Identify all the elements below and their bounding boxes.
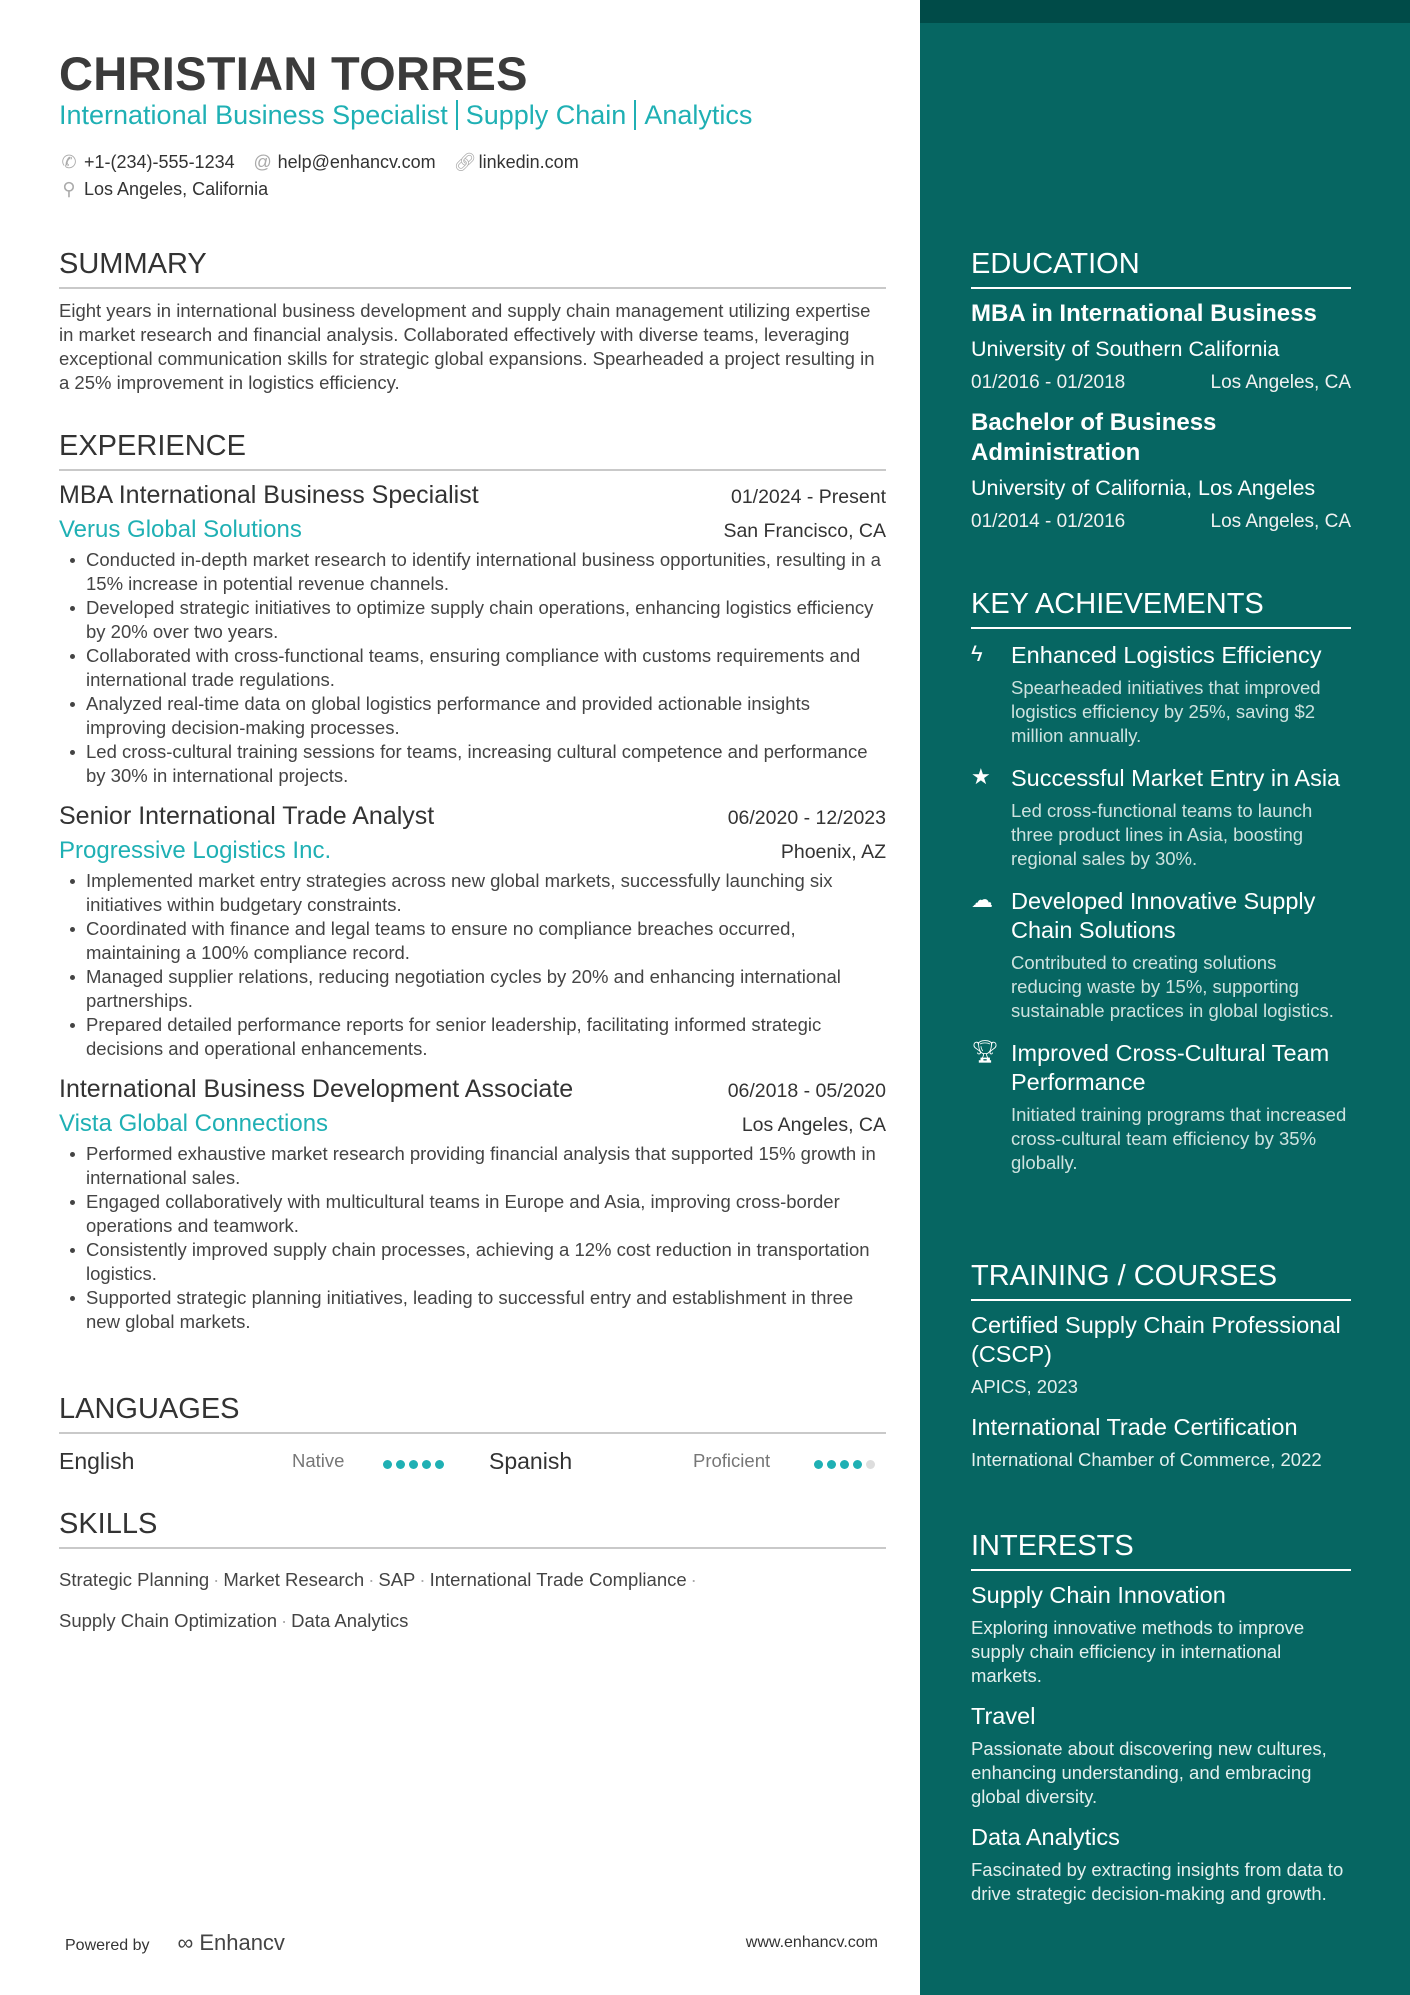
job-entry (59, 1075, 886, 1334)
language-level: Native (292, 1450, 345, 1471)
education-entry (971, 408, 1351, 533)
skill-item: International Trade Compliance (429, 1569, 687, 1590)
interest-description: Passionate about discovering new cultures, enhancing understanding, and embracing global diversity. (971, 1738, 1327, 1807)
achievement-item (971, 1039, 1351, 1175)
job-location: Los Angeles, CA (741, 1114, 886, 1136)
education-date: 01/2016 - 01/2018 (971, 372, 1126, 393)
link-icon: 🔗︎ (453, 152, 477, 172)
training-section (971, 1260, 1351, 1472)
enhancv-logo (178, 1930, 285, 1955)
bullet-item: Collaborated with cross-functional teams, ensuring compliance with customs requirements and international trade regulations. (59, 644, 886, 692)
course-title: International Trade Certification (971, 1414, 1298, 1440)
bullet-list (59, 548, 886, 788)
bullet-item: Analyzed real-time data on global logistics performance and provided actionable insights improving decision-making processes. (59, 692, 886, 740)
divider (634, 100, 636, 130)
school-name: University of Southern California (971, 337, 1280, 361)
linkedin-link[interactable]: linkedin.com (478, 152, 579, 172)
rating-dot (422, 1460, 431, 1469)
logo-icon: ∞ (177, 1930, 194, 1955)
section-heading: INTERESTS (971, 1530, 1351, 1571)
course-description: International Chamber of Commerce, 2022 (971, 1449, 1322, 1470)
rating-dot (827, 1460, 836, 1469)
job-title: MBA International Business Specialist (59, 481, 479, 509)
language-rating (814, 1448, 879, 1475)
brain-icon: ☁ (971, 887, 993, 912)
bullet-item: Implemented market entry strategies across new global markets, successfully launching six initiatives within budgetary constraints. (59, 869, 886, 917)
education-entry (971, 299, 1351, 394)
summary-text: Eight years in international business development and supply chain management utilizing expertise in market research and financial analysis. Collaborated effectively with diverse teams, leveraging exceptional communication skills for strategic global expansions. Spearheaded a project resulting in a 25% improvement in logistics efficiency. (59, 300, 875, 393)
sidebar-top-band (920, 0, 1410, 23)
phone-icon: ✆ (61, 152, 77, 172)
rating-dot (435, 1460, 444, 1469)
achievement-content (1011, 887, 1351, 1023)
footer-powered (65, 1930, 285, 1956)
location: Los Angeles, California (84, 179, 269, 199)
headline (59, 100, 886, 131)
skill-item: Supply Chain Optimization (59, 1610, 277, 1631)
school-name: University of California, Los Angeles (971, 476, 1316, 500)
star-icon: ★ (971, 764, 991, 789)
rating-dot (814, 1460, 823, 1469)
course-title: Certified Supply Chain Professional (CSCP) (971, 1312, 1341, 1367)
rating-dot (840, 1460, 849, 1469)
achievement-content (1011, 764, 1351, 871)
separator-dot: · (690, 1569, 697, 1590)
rating-dot (409, 1460, 418, 1469)
interest-item (971, 1702, 1351, 1809)
achievement-title: Developed Innovative Supply Chain Solutions (1011, 888, 1316, 943)
rating-dot (866, 1460, 875, 1469)
bullet-item: Coordinated with finance and legal teams to ensure no compliance breaches occurred, maintaining a 100% compliance record. (59, 917, 886, 965)
skill-item: Data Analytics (291, 1610, 409, 1631)
company-row (59, 1110, 886, 1138)
skills-section (59, 1508, 886, 1641)
achievement-description: Spearheaded initiatives that improved logistics efficiency by 25%, saving $2 million annually. (1011, 677, 1321, 746)
education-date: 01/2014 - 01/2016 (971, 511, 1126, 532)
divider (456, 100, 458, 130)
bullet-item: Engaged collaboratively with multicultural teams in Europe and Asia, improving cross-border operations and teamwork. (59, 1190, 886, 1238)
separator-dot: · (213, 1569, 220, 1590)
section-heading: EXPERIENCE (59, 430, 886, 471)
bullet-item: Managed supplier relations, reducing negotiation cycles by 20% and enhancing international partnerships. (59, 965, 886, 1013)
achievement-item (971, 641, 1351, 748)
job-entry (59, 481, 886, 788)
headline-part: International Business Specialist (59, 100, 448, 130)
achievement-description: Initiated training programs that increased cross-cultural team efficiency by 35% globally. (1011, 1104, 1347, 1173)
education-meta (971, 372, 1351, 394)
candidate-name: CHRISTIAN TORRES (59, 47, 528, 100)
at-icon: @ (253, 152, 272, 172)
achievement-content (1011, 1039, 1351, 1175)
job-header (59, 802, 886, 831)
education-meta (971, 511, 1351, 533)
bullet-item: Consistently improved supply chain processes, achieving a 12% cost reduction in transportation logistics. (59, 1238, 886, 1286)
bolt-icon: ϟ (971, 641, 983, 666)
bullet-item: Led cross-cultural training sessions for teams, increasing cultural competence and performance by 30% in international projects. (59, 740, 886, 788)
course-item (971, 1311, 1351, 1399)
summary-section (59, 248, 886, 395)
job-date: 06/2020 - 12/2023 (727, 807, 886, 829)
achievement-description: Led cross-functional teams to launch three product lines in Asia, boosting regional sales by 30%. (1011, 800, 1313, 869)
education-section (971, 248, 1351, 533)
section-heading: KEY ACHIEVEMENTS (971, 588, 1351, 629)
achievement-title: Successful Market Entry in Asia (1011, 765, 1341, 791)
skill-item: SAP (378, 1569, 416, 1590)
job-date: 06/2018 - 05/2020 (727, 1080, 886, 1102)
achievement-item (971, 887, 1351, 1023)
rating-dot (396, 1460, 405, 1469)
languages-row (59, 1444, 886, 1478)
bullet-item: Conducted in-depth market research to identify international business opportunities, resulting in a 15% increase in potential revenue channels. (59, 548, 886, 596)
company-row (59, 516, 886, 544)
contact-info (59, 149, 886, 203)
company-name[interactable]: Progressive Logistics Inc. (59, 837, 332, 864)
skill-item: Market Research (223, 1569, 365, 1590)
interest-description: Exploring innovative methods to improve supply chain efficiency in international markets. (971, 1617, 1305, 1686)
job-header (59, 1075, 886, 1104)
course-description: APICS, 2023 (971, 1376, 1078, 1397)
interest-title: Data Analytics (971, 1824, 1120, 1850)
separator-dot: · (419, 1569, 426, 1590)
separator-dot: · (368, 1569, 375, 1590)
bullet-item: Developed strategic initiatives to optimize supply chain operations, enhancing logistics efficiency by 20% over two years. (59, 596, 886, 644)
location-pin-icon: ⚲ (62, 179, 76, 199)
company-name[interactable]: Vista Global Connections (59, 1110, 329, 1137)
bullet-item: Prepared detailed performance reports for senior leadership, facilitating informed strategic decisions and operational enhancements. (59, 1013, 886, 1061)
job-location: San Francisco, CA (723, 520, 886, 542)
brand-name: Enhancv (199, 1930, 285, 1955)
achievement-item (971, 764, 1351, 871)
section-heading: EDUCATION (971, 248, 1351, 289)
phone: +1-(234)-555-1234 (84, 152, 235, 172)
section-heading: SUMMARY (59, 248, 886, 289)
language-name: English (59, 1447, 135, 1474)
experience-section (59, 430, 886, 1334)
interests-section (971, 1530, 1351, 1906)
bullet-list (59, 869, 886, 1061)
achievements-section (971, 588, 1351, 1175)
company-name[interactable]: Verus Global Solutions (59, 516, 302, 543)
achievement-title: Enhanced Logistics Efficiency (1011, 642, 1322, 668)
language-rating (383, 1448, 489, 1475)
degree: MBA in International Business (971, 300, 1317, 327)
skill-item: Strategic Planning (59, 1569, 210, 1590)
interest-item (971, 1581, 1351, 1688)
education-location: Los Angeles, CA (1210, 511, 1351, 532)
degree: Bachelor of Business Administration (971, 409, 1217, 466)
language-level: Proficient (693, 1450, 771, 1471)
company-row (59, 837, 886, 865)
headline-part: Analytics (644, 100, 753, 130)
section-heading: TRAINING / COURSES (971, 1260, 1351, 1301)
language-name: Spanish (489, 1447, 573, 1474)
section-heading: SKILLS (59, 1508, 886, 1549)
rating-dot (853, 1460, 862, 1469)
job-title: Senior International Trade Analyst (59, 802, 435, 830)
skills-list (59, 1559, 799, 1641)
job-entry (59, 802, 886, 1061)
interest-description: Fascinated by extracting insights from data to drive strategic decision-making and growth. (971, 1859, 1344, 1904)
job-date: 01/2024 - Present (730, 486, 886, 508)
trophy-icon: 🏆︎ (971, 1039, 999, 1064)
course-item (971, 1413, 1351, 1472)
email-link[interactable]: help@enhancv.com (277, 152, 436, 172)
headline-part: Supply Chain (465, 100, 627, 130)
interest-title: Supply Chain Innovation (971, 1582, 1226, 1608)
powered-by-label: Powered by (65, 1937, 150, 1954)
education-location: Los Angeles, CA (1210, 372, 1351, 393)
job-title: International Business Development Associate (59, 1075, 574, 1103)
separator-dot: · (281, 1610, 288, 1631)
bullet-item: Performed exhaustive market research providing financial analysis that supported 15% growth in international sales. (59, 1142, 886, 1190)
achievement-title: Improved Cross-Cultural Team Performance (1011, 1040, 1330, 1095)
achievement-content (1011, 641, 1351, 748)
interest-item (971, 1823, 1351, 1906)
job-header (59, 481, 886, 510)
rating-dot (383, 1460, 392, 1469)
interest-title: Travel (971, 1703, 1036, 1729)
bullet-list (59, 1142, 886, 1334)
job-location: Phoenix, AZ (780, 841, 886, 863)
footer-url[interactable]: www.enhancv.com (745, 1934, 878, 1951)
section-heading: LANGUAGES (59, 1393, 886, 1434)
achievement-description: Contributed to creating solutions reducing waste by 15%, supporting sustainable practices in global logistics. (1011, 952, 1334, 1021)
languages-section (59, 1393, 886, 1478)
bullet-item: Supported strategic planning initiatives, leading to successful entry and establishment in three new global markets. (59, 1286, 886, 1334)
